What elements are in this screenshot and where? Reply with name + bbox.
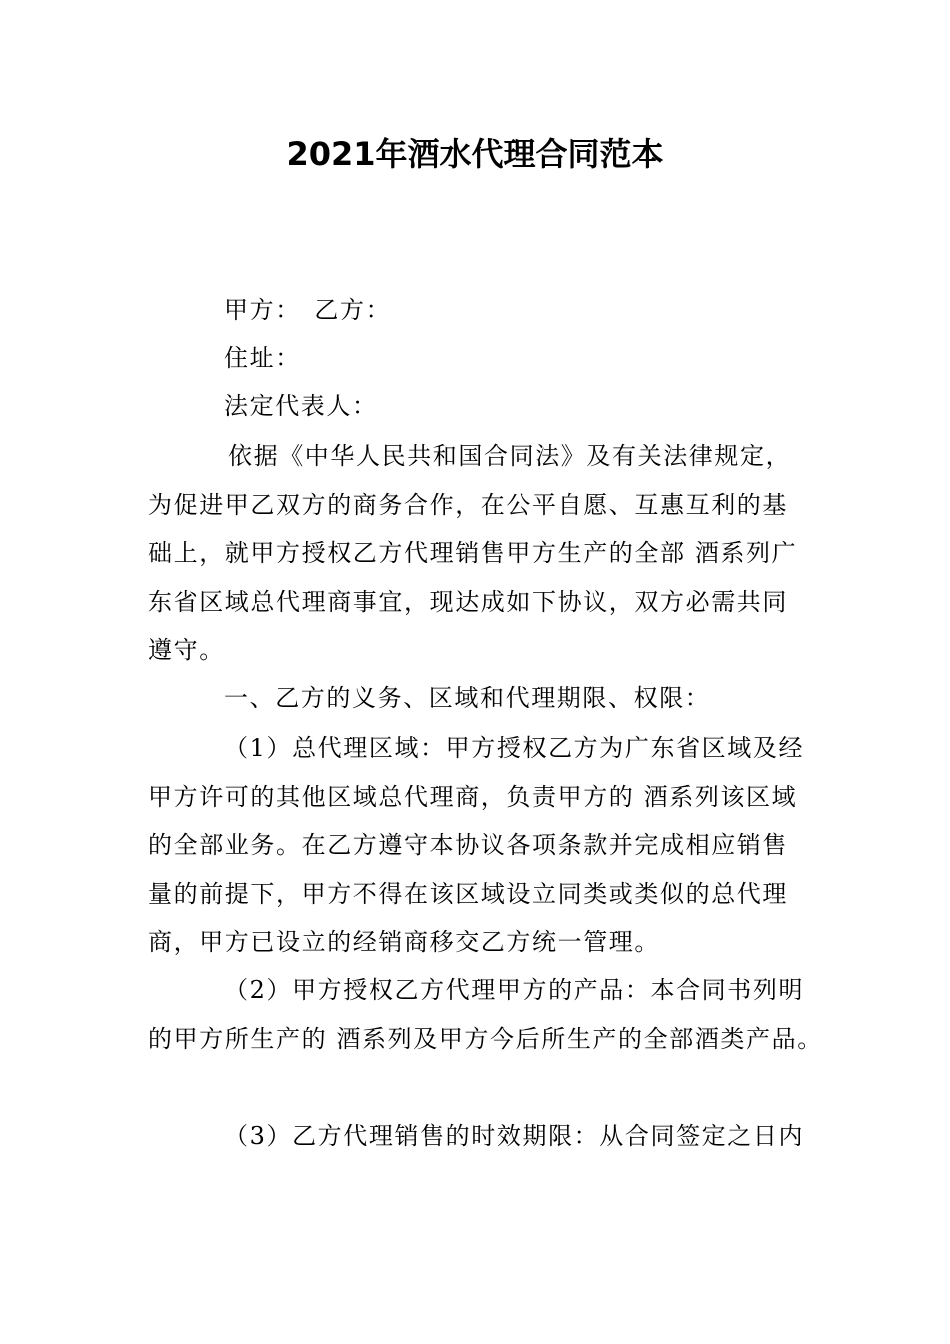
document-title: 2021年酒水代理合同范本: [286, 135, 664, 173]
address-text: 住址：: [224, 344, 301, 372]
paragraph-line: 础上，就甲方授权乙方代理销售甲方生产的全部 酒系列广: [148, 539, 798, 567]
paragraph-line: （3）乙方代理销售的时效期限：从合同签定之日内: [224, 1122, 805, 1150]
clause-1-paragraph: [148, 724, 808, 967]
paragraph-line: （2）甲方授权乙方代理甲方的产品：本合同书列明: [224, 976, 805, 1004]
paragraph-line: 东省区域总代理商事宜，现达成如下协议，双方必需共同: [148, 587, 788, 616]
section-heading-1: [148, 674, 808, 723]
paragraph-line: 的甲方所生产的 酒系列及甲方今后所生产的全部酒类产品。: [148, 1024, 823, 1053]
legal-representative-text: 法定代表人：: [224, 392, 378, 420]
paragraph-line: 依据《中华人民共和国合同法》及有关法律规定，: [228, 442, 792, 470]
party-line: [148, 286, 808, 335]
paragraph-line: 为促进甲乙双方的商务合作，在公平自愿、互惠互利的基: [148, 490, 788, 519]
paragraph-line: 量的前提下，甲方不得在该区域设立同类或类似的总代理: [148, 879, 788, 908]
paragraph-line: （1）总代理区域：甲方授权乙方为广东省区域及经: [224, 734, 805, 762]
legal-representative-line: [148, 382, 808, 431]
paragraph-line: 的全部业务。在乙方遵守本协议各项条款并完成相应销售: [148, 831, 788, 859]
address-line: [148, 334, 808, 383]
clause-3-paragraph: [148, 1112, 808, 1161]
paragraph-line: 商，甲方已设立的经销商移交乙方统一管理。: [148, 928, 660, 956]
party-text: 甲方： 乙方：: [224, 296, 392, 324]
paragraph-line: 遵守。: [148, 636, 225, 664]
clause-2-paragraph: [148, 966, 823, 1063]
paragraph-line: 甲方许可的其他区域总代理商，负责甲方的 酒系列该区域: [148, 782, 798, 811]
preamble-paragraph: [148, 432, 808, 675]
section-heading-text: 一、乙方的义务、区域和代理期限、权限：: [224, 684, 711, 712]
